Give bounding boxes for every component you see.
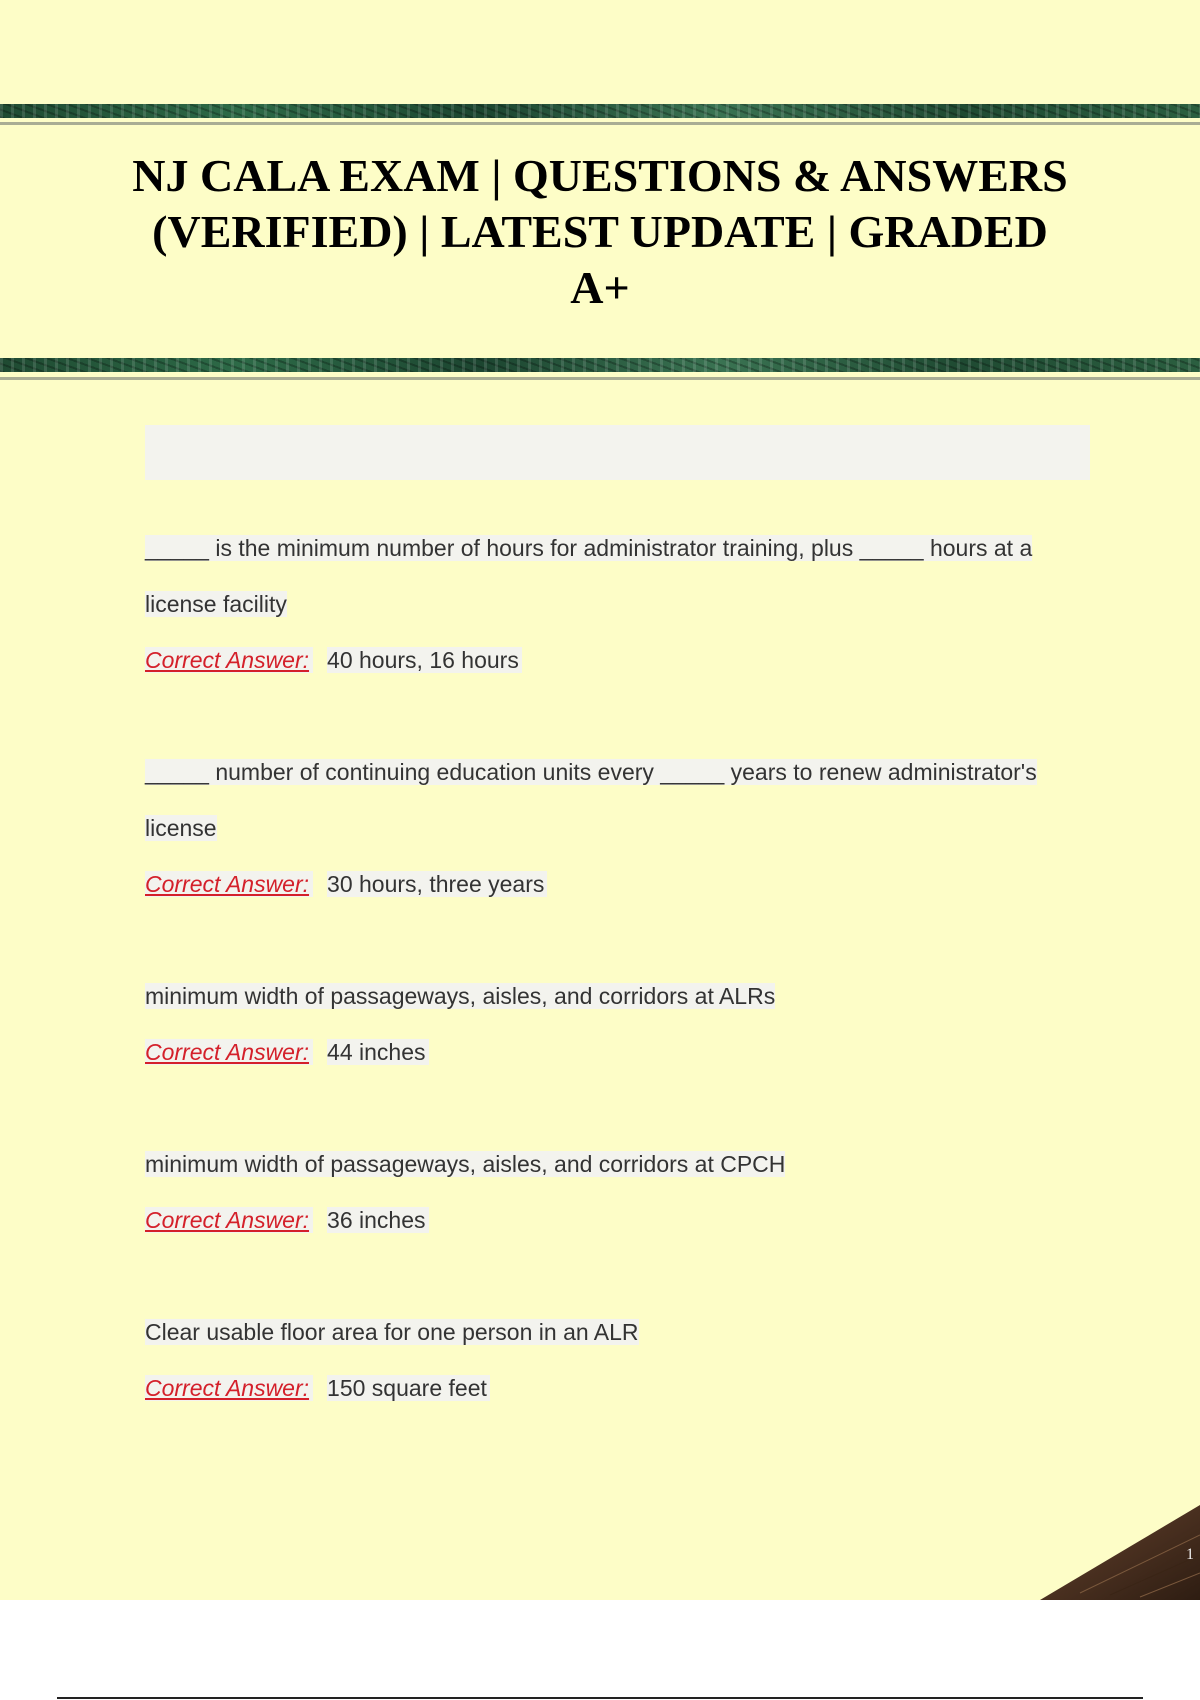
answer-line <box>145 632 1085 688</box>
answer-text: 36 inches <box>327 1207 428 1233</box>
qa-item-5 <box>145 1304 1085 1416</box>
answer-text: 150 square feet <box>327 1375 490 1401</box>
document-title: NJ CALA EXAM | QUESTIONS & ANSWERS (VERIFIED) | LATEST UPDATE | GRADED A+ <box>132 150 1068 313</box>
bottom-band-rule <box>0 377 1200 380</box>
footer-rule <box>57 1697 1143 1699</box>
blank-highlight-box <box>145 425 1090 480</box>
question-text <box>145 520 1085 632</box>
answer-text: 40 hours, 16 hours <box>327 647 522 673</box>
correct-answer-label: Correct Answer: <box>145 1207 313 1233</box>
question-text <box>145 1304 1085 1360</box>
question-text <box>145 1136 1085 1192</box>
answer-text: 44 inches <box>327 1039 428 1065</box>
question-highlight: minimum width of passageways, aisles, and corridors at ALRs <box>145 983 776 1009</box>
answer-line <box>145 856 1085 912</box>
answer-line <box>145 1024 1085 1080</box>
page-number: 1 <box>1186 1546 1194 1563</box>
page-corner-graphic <box>1040 1505 1200 1600</box>
question-highlight: _____ is the minimum number of hours for administrator training, plus _____ hours at a license facility <box>145 535 1033 617</box>
answer-line <box>145 1360 1085 1416</box>
answer-text: 30 hours, three years <box>327 871 547 897</box>
qa-list <box>145 520 1085 1472</box>
top-band-rule <box>0 122 1200 125</box>
bottom-decorative-band <box>0 358 1200 372</box>
qa-item-2 <box>145 744 1085 912</box>
correct-answer-label: Correct Answer: <box>145 1375 313 1401</box>
question-highlight: minimum width of passageways, aisles, and corridors at CPCH <box>145 1151 786 1177</box>
question-text <box>145 744 1085 856</box>
question-text <box>145 968 1085 1024</box>
correct-answer-label: Correct Answer: <box>145 1039 313 1065</box>
question-highlight: Clear usable floor area for one person in an ALR <box>145 1319 639 1345</box>
correct-answer-label: Correct Answer: <box>145 647 313 673</box>
top-decorative-band <box>0 104 1200 118</box>
question-highlight: _____ number of continuing education units every _____ years to renew administrator's license <box>145 759 1037 841</box>
qa-item-4 <box>145 1136 1085 1248</box>
qa-item-1 <box>145 520 1085 688</box>
correct-answer-label: Correct Answer: <box>145 871 313 897</box>
answer-line <box>145 1192 1085 1248</box>
qa-item-3 <box>145 968 1085 1080</box>
